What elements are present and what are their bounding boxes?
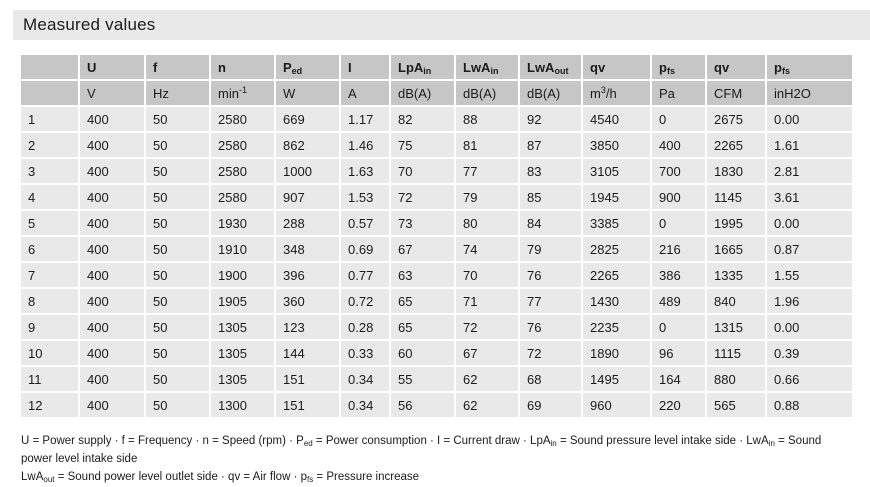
cell-lpa-in: 65 [391, 289, 454, 313]
cell-voltage-u: 400 [80, 393, 144, 417]
cell-airflow-qv-m3h: 2825 [583, 237, 650, 261]
table-row [21, 133, 852, 157]
column-unit-lwa-out: dB(A) [520, 81, 581, 105]
cell-speed-n: 1305 [211, 367, 274, 391]
cell-speed-n: 2580 [211, 159, 274, 183]
cell-airflow-qv-cfm: 1665 [707, 237, 765, 261]
cell-voltage-u: 400 [80, 237, 144, 261]
column-header-current-i: I [341, 55, 389, 79]
column-header-lpa-in: LpA$_{in}$ [391, 55, 454, 79]
cell-pressure-pfs-inh2o: 0.88 [767, 393, 852, 417]
cell-power-ped: 862 [276, 133, 339, 157]
cell-airflow-qv-cfm: 1315 [707, 315, 765, 339]
column-unit-pressure-pfs-inh2o: inH2O [767, 81, 852, 105]
cell-airflow-qv-m3h: 1890 [583, 341, 650, 365]
cell-lwa-out: 72 [520, 341, 581, 365]
cell-lwa-in: 80 [456, 211, 518, 235]
column-unit-speed-n: $\min^{-1}$ [211, 81, 274, 105]
cell-lwa-out: 84 [520, 211, 581, 235]
column-unit-row-index [21, 81, 78, 105]
cell-pressure-pfs-inh2o: 1.55 [767, 263, 852, 287]
cell-voltage-u: 400 [80, 341, 144, 365]
cell-airflow-qv-m3h: 1945 [583, 185, 650, 209]
cell-airflow-qv-cfm: 1335 [707, 263, 765, 287]
cell-pressure-pfs-pa: 386 [652, 263, 705, 287]
cell-frequency-f: 50 [146, 107, 209, 131]
cell-speed-n: 1930 [211, 211, 274, 235]
cell-current-i: 0.77 [341, 263, 389, 287]
section-title-bar [13, 10, 870, 40]
footnote [21, 432, 855, 486]
column-unit-frequency-f: Hz [146, 81, 209, 105]
cell-airflow-qv-m3h: 960 [583, 393, 650, 417]
cell-pressure-pfs-pa: 700 [652, 159, 705, 183]
row-number: 5 [21, 211, 78, 235]
cell-pressure-pfs-pa: 216 [652, 237, 705, 261]
column-unit-lwa-in: dB(A) [456, 81, 518, 105]
cell-lwa-out: 69 [520, 393, 581, 417]
cell-power-ped: 360 [276, 289, 339, 313]
cell-lpa-in: 70 [391, 159, 454, 183]
column-unit-lpa-in: dB(A) [391, 81, 454, 105]
cell-lpa-in: 72 [391, 185, 454, 209]
cell-airflow-qv-m3h: 3105 [583, 159, 650, 183]
cell-lpa-in: 55 [391, 367, 454, 391]
column-header-lwa-out: LwA$_{out}$ [520, 55, 581, 79]
column-header-pressure-pfs-pa: $p_{fs}$ [652, 55, 705, 79]
row-number: 11 [21, 367, 78, 391]
cell-lwa-in: 88 [456, 107, 518, 131]
cell-lwa-out: 68 [520, 367, 581, 391]
cell-lwa-in: 62 [456, 393, 518, 417]
cell-frequency-f: 50 [146, 133, 209, 157]
cell-voltage-u: 400 [80, 367, 144, 391]
row-number: 4 [21, 185, 78, 209]
cell-speed-n: 1910 [211, 237, 274, 261]
table-row [21, 185, 852, 209]
cell-airflow-qv-m3h: 2235 [583, 315, 650, 339]
cell-power-ped: 288 [276, 211, 339, 235]
cell-lpa-in: 56 [391, 393, 454, 417]
cell-pressure-pfs-inh2o: 0.66 [767, 367, 852, 391]
cell-power-ped: 144 [276, 341, 339, 365]
table-row [21, 367, 852, 391]
cell-lwa-out: 85 [520, 185, 581, 209]
row-number: 8 [21, 289, 78, 313]
cell-voltage-u: 400 [80, 107, 144, 131]
header-row-labels [21, 55, 852, 79]
cell-frequency-f: 50 [146, 341, 209, 365]
cell-voltage-u: 400 [80, 159, 144, 183]
table-head [21, 55, 852, 105]
cell-pressure-pfs-pa: 489 [652, 289, 705, 313]
cell-pressure-pfs-inh2o: 3.61 [767, 185, 852, 209]
cell-lwa-in: 79 [456, 185, 518, 209]
cell-power-ped: 151 [276, 367, 339, 391]
cell-speed-n: 2580 [211, 185, 274, 209]
cell-airflow-qv-cfm: 565 [707, 393, 765, 417]
cell-frequency-f: 50 [146, 315, 209, 339]
cell-lwa-out: 87 [520, 133, 581, 157]
cell-frequency-f: 50 [146, 237, 209, 261]
row-number: 10 [21, 341, 78, 365]
cell-airflow-qv-m3h: 3850 [583, 133, 650, 157]
cell-pressure-pfs-pa: 0 [652, 315, 705, 339]
cell-lwa-in: 67 [456, 341, 518, 365]
cell-pressure-pfs-pa: 0 [652, 107, 705, 131]
cell-voltage-u: 400 [80, 133, 144, 157]
cell-pressure-pfs-pa: 400 [652, 133, 705, 157]
cell-pressure-pfs-inh2o: 0.00 [767, 315, 852, 339]
cell-lwa-out: 77 [520, 289, 581, 313]
cell-lpa-in: 75 [391, 133, 454, 157]
cell-frequency-f: 50 [146, 185, 209, 209]
cell-speed-n: 1305 [211, 315, 274, 339]
cell-lpa-in: 63 [391, 263, 454, 287]
cell-current-i: 1.53 [341, 185, 389, 209]
cell-power-ped: 151 [276, 393, 339, 417]
cell-lwa-out: 79 [520, 237, 581, 261]
cell-airflow-qv-cfm: 880 [707, 367, 765, 391]
cell-current-i: 1.63 [341, 159, 389, 183]
column-unit-airflow-qv-m3h: $m^3/h$ [583, 81, 650, 105]
cell-lpa-in: 67 [391, 237, 454, 261]
cell-lwa-out: 83 [520, 159, 581, 183]
cell-pressure-pfs-pa: 164 [652, 367, 705, 391]
cell-voltage-u: 400 [80, 263, 144, 287]
cell-airflow-qv-m3h: 1430 [583, 289, 650, 313]
column-header-power-ped: $P_{ed}$ [276, 55, 339, 79]
cell-lwa-in: 62 [456, 367, 518, 391]
cell-pressure-pfs-pa: 96 [652, 341, 705, 365]
cell-airflow-qv-cfm: 2675 [707, 107, 765, 131]
cell-lwa-in: 74 [456, 237, 518, 261]
column-unit-current-i: A [341, 81, 389, 105]
cell-frequency-f: 50 [146, 367, 209, 391]
footnote-line-2: LwA$_{out}$ = Sound power level outlet side · qv = Air flow · $p_{fs}$ = Pressure increase [21, 471, 420, 484]
table-row [21, 263, 852, 287]
cell-pressure-pfs-pa: 220 [652, 393, 705, 417]
cell-current-i: 1.46 [341, 133, 389, 157]
row-number: 1 [21, 107, 78, 131]
header-row-units [21, 81, 852, 105]
column-header-frequency-f: f [146, 55, 209, 79]
cell-pressure-pfs-inh2o: 1.61 [767, 133, 852, 157]
column-unit-airflow-qv-cfm: CFM [707, 81, 765, 105]
cell-speed-n: 1300 [211, 393, 274, 417]
cell-pressure-pfs-inh2o: 0.00 [767, 107, 852, 131]
cell-airflow-qv-cfm: 1830 [707, 159, 765, 183]
table-body [21, 107, 852, 417]
cell-lpa-in: 73 [391, 211, 454, 235]
cell-lpa-in: 60 [391, 341, 454, 365]
cell-airflow-qv-cfm: 1115 [707, 341, 765, 365]
column-header-airflow-qv-m3h: qv [583, 55, 650, 79]
cell-pressure-pfs-pa: 0 [652, 211, 705, 235]
measured-values-table [19, 53, 854, 419]
cell-lwa-out: 76 [520, 263, 581, 287]
cell-power-ped: 123 [276, 315, 339, 339]
section-title: Measured values [23, 15, 156, 34]
cell-voltage-u: 400 [80, 185, 144, 209]
cell-speed-n: 2580 [211, 107, 274, 131]
column-header-row-index [21, 55, 78, 79]
cell-pressure-pfs-pa: 900 [652, 185, 705, 209]
row-number: 12 [21, 393, 78, 417]
table-row [21, 341, 852, 365]
cell-current-i: 0.57 [341, 211, 389, 235]
column-header-pressure-pfs-inh2o: $p_{fs}$ [767, 55, 852, 79]
cell-airflow-qv-cfm: 1145 [707, 185, 765, 209]
column-header-airflow-qv-cfm: qv [707, 55, 765, 79]
cell-pressure-pfs-inh2o: 0.39 [767, 341, 852, 365]
cell-speed-n: 1305 [211, 341, 274, 365]
cell-current-i: 0.33 [341, 341, 389, 365]
cell-pressure-pfs-inh2o: 0.87 [767, 237, 852, 261]
cell-airflow-qv-m3h: 4540 [583, 107, 650, 131]
cell-airflow-qv-cfm: 840 [707, 289, 765, 313]
column-header-voltage-u: U [80, 55, 144, 79]
cell-speed-n: 2580 [211, 133, 274, 157]
cell-airflow-qv-m3h: 1495 [583, 367, 650, 391]
cell-voltage-u: 400 [80, 289, 144, 313]
row-number: 2 [21, 133, 78, 157]
cell-lwa-out: 92 [520, 107, 581, 131]
cell-lwa-out: 76 [520, 315, 581, 339]
cell-current-i: 0.72 [341, 289, 389, 313]
column-header-speed-n: n [211, 55, 274, 79]
table-row [21, 289, 852, 313]
cell-power-ped: 396 [276, 263, 339, 287]
column-unit-pressure-pfs-pa: Pa [652, 81, 705, 105]
cell-lwa-in: 70 [456, 263, 518, 287]
cell-voltage-u: 400 [80, 211, 144, 235]
cell-lwa-in: 81 [456, 133, 518, 157]
row-number: 9 [21, 315, 78, 339]
cell-pressure-pfs-inh2o: 1.96 [767, 289, 852, 313]
row-number: 6 [21, 237, 78, 261]
cell-current-i: 0.28 [341, 315, 389, 339]
table-row [21, 315, 852, 339]
footnote-line-1: U = Power supply · f = Frequency · n = Speed $(rpm) \cdot P_{ed}$ = Power consumption · I = Current draw · LpA$_{in}$ = Sound pressure level intake side · LwA$_{in}$ = Sound power level intake side [21, 435, 822, 465]
cell-pressure-pfs-inh2o: 2.81 [767, 159, 852, 183]
cell-frequency-f: 50 [146, 263, 209, 287]
cell-speed-n: 1900 [211, 263, 274, 287]
cell-frequency-f: 50 [146, 289, 209, 313]
cell-power-ped: 348 [276, 237, 339, 261]
cell-lwa-in: 72 [456, 315, 518, 339]
cell-pressure-pfs-inh2o: 0.00 [767, 211, 852, 235]
column-header-lwa-in: LwA$_{in}$ [456, 55, 518, 79]
cell-current-i: 0.69 [341, 237, 389, 261]
cell-power-ped: 1000 [276, 159, 339, 183]
cell-current-i: 0.34 [341, 367, 389, 391]
cell-power-ped: 669 [276, 107, 339, 131]
cell-airflow-qv-cfm: 1995 [707, 211, 765, 235]
table-row [21, 107, 852, 131]
cell-lwa-in: 71 [456, 289, 518, 313]
cell-frequency-f: 50 [146, 211, 209, 235]
cell-frequency-f: 50 [146, 159, 209, 183]
column-unit-power-ped: W [276, 81, 339, 105]
cell-lwa-in: 77 [456, 159, 518, 183]
column-unit-voltage-u: V [80, 81, 144, 105]
cell-lpa-in: 65 [391, 315, 454, 339]
row-number: 7 [21, 263, 78, 287]
cell-voltage-u: 400 [80, 315, 144, 339]
cell-airflow-qv-m3h: 3385 [583, 211, 650, 235]
cell-power-ped: 907 [276, 185, 339, 209]
cell-current-i: 1.17 [341, 107, 389, 131]
cell-airflow-qv-m3h: 2265 [583, 263, 650, 287]
table-row [21, 393, 852, 417]
cell-lpa-in: 82 [391, 107, 454, 131]
cell-current-i: 0.34 [341, 393, 389, 417]
cell-airflow-qv-cfm: 2265 [707, 133, 765, 157]
table-row [21, 211, 852, 235]
row-number: 3 [21, 159, 78, 183]
table-row [21, 237, 852, 261]
cell-speed-n: 1905 [211, 289, 274, 313]
cell-frequency-f: 50 [146, 393, 209, 417]
table-row [21, 159, 852, 183]
